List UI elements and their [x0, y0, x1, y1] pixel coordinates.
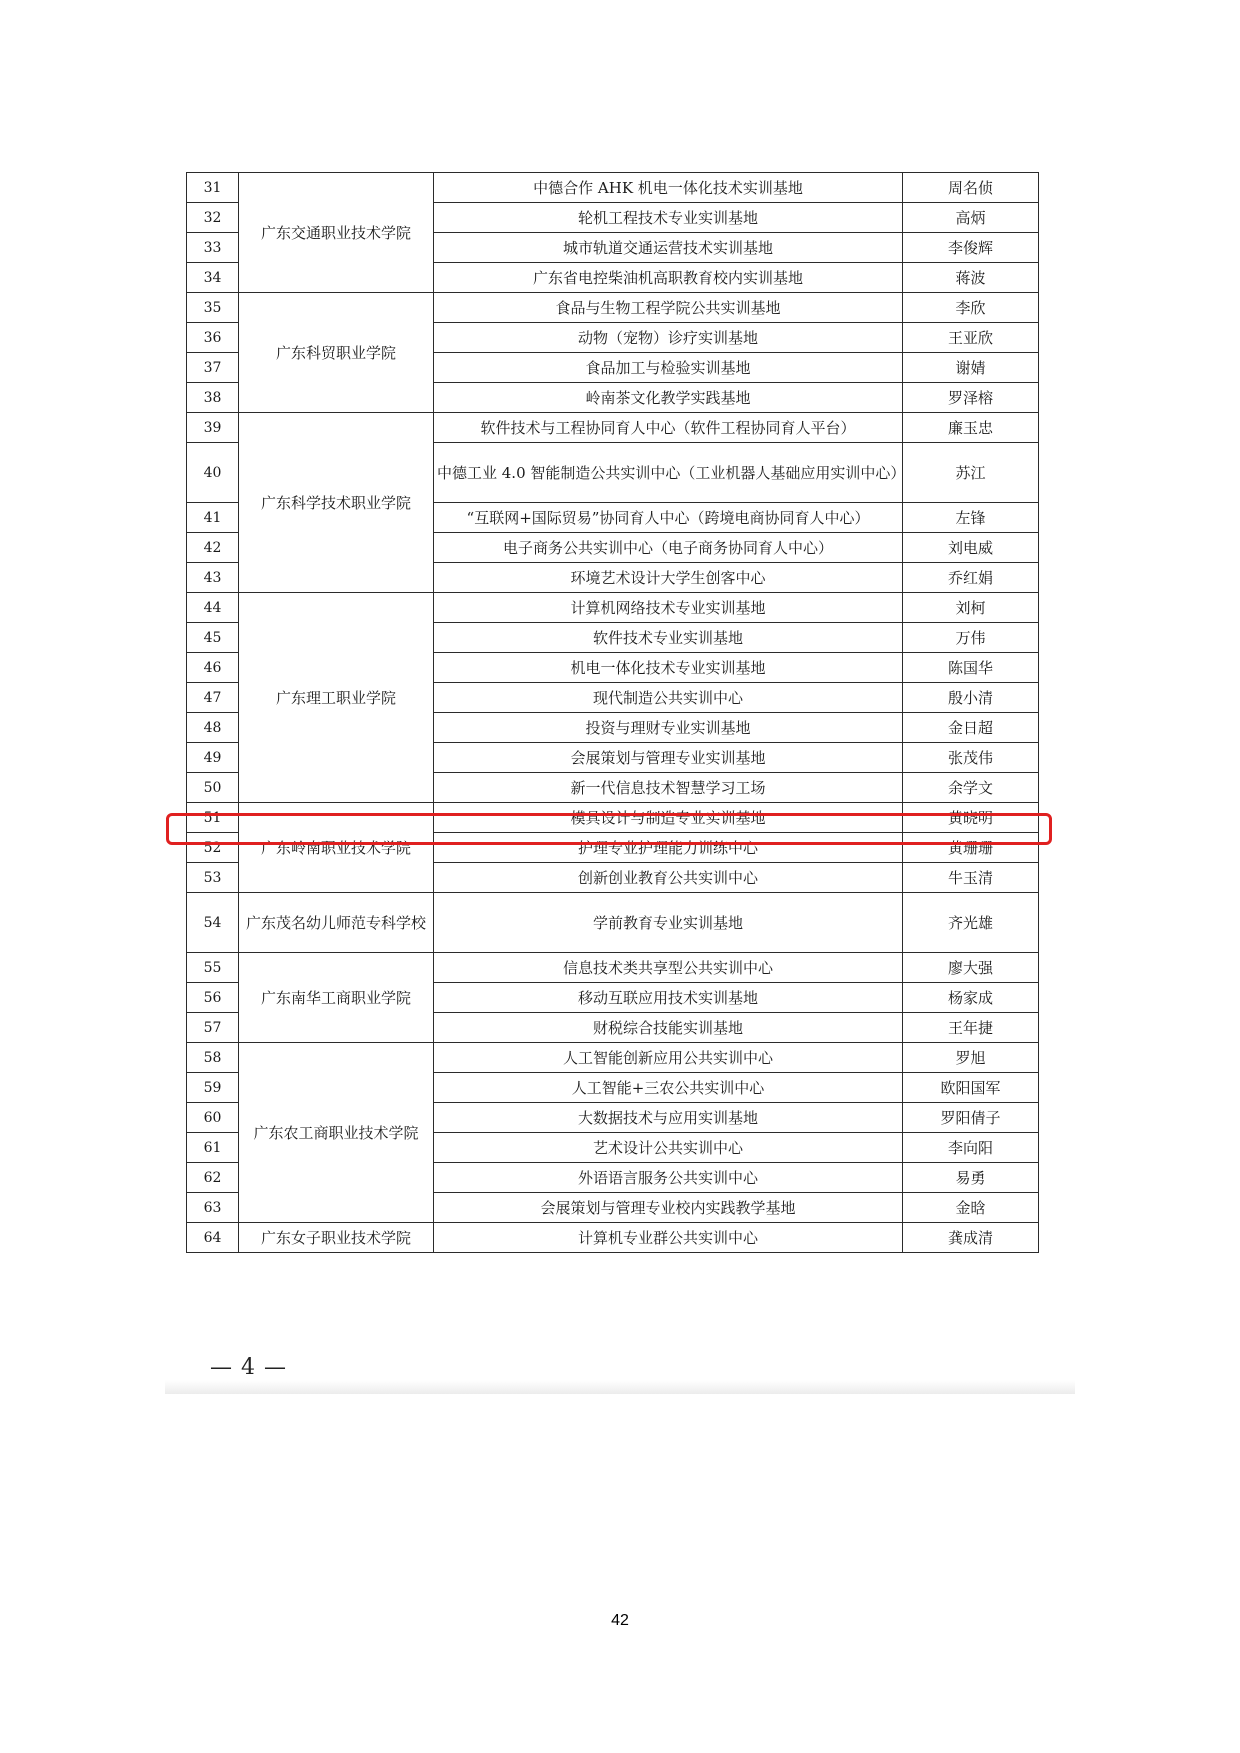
person-in-charge-cell: 李欣: [903, 293, 1039, 323]
institution-table: [186, 172, 1039, 1253]
institution-name-cell: 广东理工职业学院: [239, 593, 434, 803]
page-marker: — 4 —: [210, 1355, 287, 1380]
person-in-charge-cell: 刘电威: [903, 533, 1039, 563]
table-row: [187, 803, 1039, 833]
project-name-cell: 艺术设计公共实训中心: [434, 1133, 903, 1163]
row-number-cell: 59: [187, 1073, 239, 1103]
table-row: [187, 173, 1039, 203]
project-name-cell: 学前教育专业实训基地: [434, 893, 903, 953]
row-number-cell: 31: [187, 173, 239, 203]
scan-edge-shadow: [165, 1380, 1075, 1394]
project-name-cell: 计算机网络技术专业实训基地: [434, 593, 903, 623]
project-name-cell: 外语语言服务公共实训中心: [434, 1163, 903, 1193]
row-number-cell: 57: [187, 1013, 239, 1043]
row-number-cell: 63: [187, 1193, 239, 1223]
project-name-cell: 电子商务公共实训中心（电子商务协同育人中心）: [434, 533, 903, 563]
row-number-cell: 33: [187, 233, 239, 263]
table-body: [187, 173, 1039, 1253]
project-name-cell: 轮机工程技术专业实训基地: [434, 203, 903, 233]
project-name-cell: 机电一体化技术专业实训基地: [434, 653, 903, 683]
person-in-charge-cell: 李俊辉: [903, 233, 1039, 263]
institution-name-cell: 广东茂名幼儿师范专科学校: [239, 893, 434, 953]
row-number-cell: 64: [187, 1223, 239, 1253]
person-in-charge-cell: 罗泽榕: [903, 383, 1039, 413]
person-in-charge-cell: 谢婧: [903, 353, 1039, 383]
person-in-charge-cell: 刘柯: [903, 593, 1039, 623]
row-number-cell: 44: [187, 593, 239, 623]
person-in-charge-cell: 牛玉清: [903, 863, 1039, 893]
person-in-charge-cell: 殷小清: [903, 683, 1039, 713]
row-number-cell: 43: [187, 563, 239, 593]
row-number-cell: 40: [187, 443, 239, 503]
table-row: [187, 893, 1039, 953]
person-in-charge-cell: 龚成清: [903, 1223, 1039, 1253]
row-number-cell: 41: [187, 503, 239, 533]
project-name-cell: 食品加工与检验实训基地: [434, 353, 903, 383]
row-number-cell: 60: [187, 1103, 239, 1133]
project-name-cell: 环境艺术设计大学生创客中心: [434, 563, 903, 593]
person-in-charge-cell: 齐光雄: [903, 893, 1039, 953]
project-name-cell: 动物（宠物）诊疗实训基地: [434, 323, 903, 353]
institution-name-cell: 广东科学技术职业学院: [239, 413, 434, 593]
row-number-cell: 35: [187, 293, 239, 323]
project-name-cell: 广东省电控柴油机高职教育校内实训基地: [434, 263, 903, 293]
project-name-cell: 软件技术专业实训基地: [434, 623, 903, 653]
row-number-cell: 52: [187, 833, 239, 863]
person-in-charge-cell: 张茂伟: [903, 743, 1039, 773]
person-in-charge-cell: 苏江: [903, 443, 1039, 503]
table-row: [187, 1043, 1039, 1073]
table-row: [187, 413, 1039, 443]
person-in-charge-cell: 易勇: [903, 1163, 1039, 1193]
person-in-charge-cell: 黄晓明: [903, 803, 1039, 833]
person-in-charge-cell: 乔红娟: [903, 563, 1039, 593]
project-name-cell: 岭南茶文化教学实践基地: [434, 383, 903, 413]
project-name-cell: 现代制造公共实训中心: [434, 683, 903, 713]
person-in-charge-cell: 陈国华: [903, 653, 1039, 683]
row-number-cell: 50: [187, 773, 239, 803]
table-row: [187, 293, 1039, 323]
person-in-charge-cell: 余学文: [903, 773, 1039, 803]
row-number-cell: 39: [187, 413, 239, 443]
row-number-cell: 53: [187, 863, 239, 893]
person-in-charge-cell: 廖大强: [903, 953, 1039, 983]
project-name-cell: 人工智能创新应用公共实训中心: [434, 1043, 903, 1073]
institution-name-cell: 广东南华工商职业学院: [239, 953, 434, 1043]
person-in-charge-cell: 王年捷: [903, 1013, 1039, 1043]
row-number-cell: 49: [187, 743, 239, 773]
person-in-charge-cell: 罗阳倩子: [903, 1103, 1039, 1133]
row-number-cell: 48: [187, 713, 239, 743]
project-name-cell: 计算机专业群公共实训中心: [434, 1223, 903, 1253]
row-number-cell: 54: [187, 893, 239, 953]
project-name-cell: 财税综合技能实训基地: [434, 1013, 903, 1043]
row-number-cell: 45: [187, 623, 239, 653]
person-in-charge-cell: 黄珊珊: [903, 833, 1039, 863]
row-number-cell: 58: [187, 1043, 239, 1073]
person-in-charge-cell: 李向阳: [903, 1133, 1039, 1163]
project-name-cell: 中德工业 4.0 智能制造公共实训中心（工业机器人基础应用实训中心）: [434, 443, 903, 503]
institution-name-cell: 广东科贸职业学院: [239, 293, 434, 413]
table-row: [187, 953, 1039, 983]
row-number-cell: 42: [187, 533, 239, 563]
person-in-charge-cell: 金日超: [903, 713, 1039, 743]
row-number-cell: 37: [187, 353, 239, 383]
institution-name-cell: 广东女子职业技术学院: [239, 1223, 434, 1253]
person-in-charge-cell: 万伟: [903, 623, 1039, 653]
institution-name-cell: 广东岭南职业技术学院: [239, 803, 434, 893]
project-name-cell: 中德合作 AHK 机电一体化技术实训基地: [434, 173, 903, 203]
project-name-cell: 会展策划与管理专业实训基地: [434, 743, 903, 773]
row-number-cell: 55: [187, 953, 239, 983]
project-name-cell: 信息技术类共享型公共实训中心: [434, 953, 903, 983]
project-name-cell: 新一代信息技术智慧学习工场: [434, 773, 903, 803]
project-name-cell: “互联网+国际贸易”协同育人中心（跨境电商协同育人中心）: [434, 503, 903, 533]
project-name-cell: 创新创业教育公共实训中心: [434, 863, 903, 893]
footer-page-number: 42: [611, 1612, 629, 1629]
row-number-cell: 46: [187, 653, 239, 683]
person-in-charge-cell: 廉玉忠: [903, 413, 1039, 443]
row-number-cell: 62: [187, 1163, 239, 1193]
project-name-cell: 大数据技术与应用实训基地: [434, 1103, 903, 1133]
project-name-cell: 模具设计与制造专业实训基地: [434, 803, 903, 833]
row-number-cell: 36: [187, 323, 239, 353]
institution-name-cell: 广东农工商职业技术学院: [239, 1043, 434, 1223]
project-name-cell: 投资与理财专业实训基地: [434, 713, 903, 743]
person-in-charge-cell: 王亚欣: [903, 323, 1039, 353]
person-in-charge-cell: 欧阳国军: [903, 1073, 1039, 1103]
row-number-cell: 61: [187, 1133, 239, 1163]
project-name-cell: 食品与生物工程学院公共实训基地: [434, 293, 903, 323]
person-in-charge-cell: 周名侦: [903, 173, 1039, 203]
table-row: [187, 1223, 1039, 1253]
project-name-cell: 城市轨道交通运营技术实训基地: [434, 233, 903, 263]
person-in-charge-cell: 蒋波: [903, 263, 1039, 293]
project-name-cell: 软件技术与工程协同育人中心（软件工程协同育人平台）: [434, 413, 903, 443]
person-in-charge-cell: 罗旭: [903, 1043, 1039, 1073]
row-number-cell: 38: [187, 383, 239, 413]
person-in-charge-cell: 左锋: [903, 503, 1039, 533]
row-number-cell: 32: [187, 203, 239, 233]
person-in-charge-cell: 金晗: [903, 1193, 1039, 1223]
row-number-cell: 47: [187, 683, 239, 713]
row-number-cell: 56: [187, 983, 239, 1013]
row-number-cell: 34: [187, 263, 239, 293]
project-name-cell: 护理专业护理能力训练中心: [434, 833, 903, 863]
person-in-charge-cell: 杨家成: [903, 983, 1039, 1013]
project-name-cell: 人工智能+三农公共实训中心: [434, 1073, 903, 1103]
institution-name-cell: 广东交通职业技术学院: [239, 173, 434, 293]
row-number-cell: 51: [187, 803, 239, 833]
project-name-cell: 移动互联应用技术实训基地: [434, 983, 903, 1013]
table-row: [187, 593, 1039, 623]
project-name-cell: 会展策划与管理专业校内实践教学基地: [434, 1193, 903, 1223]
person-in-charge-cell: 高炳: [903, 203, 1039, 233]
